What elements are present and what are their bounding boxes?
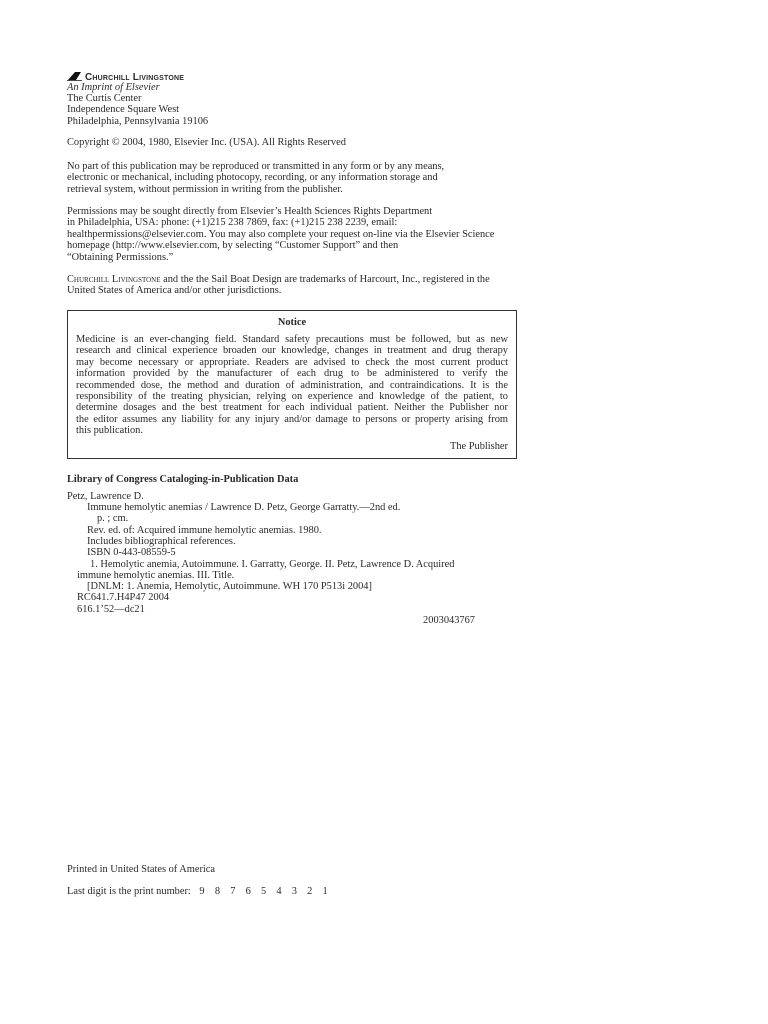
notice-line: information provided by the manufacturer of each drug to be administered to verify the bbox=[76, 368, 508, 380]
notice-line: the editor assumes any liability for any injury and/or damage to persons or property arising from bbox=[76, 413, 508, 425]
print-number bbox=[67, 886, 338, 897]
print-digits bbox=[199, 886, 338, 897]
cip-line: immune hemolytic anemias. III. Title. bbox=[77, 570, 235, 581]
digit: 7 bbox=[230, 886, 236, 897]
cip-line: p. ; cm. bbox=[97, 513, 129, 524]
digit: 8 bbox=[214, 886, 221, 897]
permissions-line: Permissions may be sought directly from Elsevier’s Health Sciences Rights Department bbox=[67, 206, 433, 217]
notice-line: this publication. bbox=[76, 425, 143, 437]
digit: 4 bbox=[276, 886, 282, 897]
digit: 9 bbox=[199, 886, 205, 897]
rights-line: No part of this publication may be reproduced or transmitted in any form or by any means, bbox=[67, 161, 445, 172]
print-number-label: Last digit is the print number: bbox=[67, 886, 191, 897]
rights-line: retrieval system, without permission in writing from the publisher. bbox=[67, 183, 343, 195]
notice-line: research and clinical experience broaden our knowledge, changes in treatment and drug therapy bbox=[76, 345, 508, 357]
trademark-statement bbox=[67, 274, 490, 297]
lccn: 2003043767 bbox=[423, 615, 475, 626]
rights-line: electronic or mechanical, including photocopy, recording, or any information storage and bbox=[67, 172, 438, 184]
cip-heading: Library of Congress Cataloging-in-Publication Data bbox=[67, 474, 299, 485]
sailboat-icon bbox=[67, 71, 83, 81]
digit: 1 bbox=[322, 886, 328, 897]
trademark-text: and the the Sail Boat Design are trademarks of Harcourt, Inc., registered in the bbox=[160, 274, 490, 285]
notice-line: responsibility of the treating physician, relying on experience and knowledge of the patient, to bbox=[76, 391, 508, 403]
digit: 6 bbox=[245, 886, 251, 897]
trademark-text: United States of America and/or other jurisdictions. bbox=[67, 285, 282, 297]
cip-line: Petz, Lawrence D. bbox=[67, 491, 144, 502]
permissions-line: in Philadelphia, USA: phone: (+1)215 238 7869, fax: (+1)215 238 2239, email: bbox=[67, 217, 398, 229]
permissions-statement bbox=[67, 206, 494, 263]
imprint: An Imprint of Elsevier bbox=[67, 82, 160, 93]
notice-line: recommended dose, the method and duration of administration, and contraindications. It is the bbox=[76, 379, 508, 391]
logo-text: Churchill Livingstone bbox=[85, 72, 185, 83]
digit: 2 bbox=[307, 886, 313, 897]
cip-line: Rev. ed. of: Acquired immune hemolytic anemias. 1980. bbox=[87, 525, 322, 536]
cip-line: 616.1’52—dc21 bbox=[77, 604, 145, 615]
address-line: The Curtis Center bbox=[67, 93, 142, 104]
cip-line: [DNLM: 1. Anemia, Hemolytic, Autoimmune. WH 170 P513i 2004] bbox=[87, 581, 372, 592]
copyright: Copyright © 2004, 1980, Elsevier Inc. (USA). All Rights Reserved bbox=[67, 137, 346, 148]
address-line: Philadelphia, Pennsylvania 19106 bbox=[67, 115, 209, 127]
notice-line: Medicine is an ever-changing field. Standard safety precautions must be followed, but as new bbox=[76, 334, 508, 345]
cip-line: 1. Hemolytic anemia, Autoimmune. I. Garratty, George. II. Petz, Lawrence D. Acquired bbox=[90, 559, 455, 570]
permissions-line: homepage (http://www.elsevier.com, by selecting “Customer Support” and then bbox=[67, 240, 399, 252]
rights-statement bbox=[67, 161, 444, 195]
digit: 3 bbox=[291, 886, 297, 897]
cip-line: Includes bibliographical references. bbox=[87, 536, 236, 547]
notice-body bbox=[76, 334, 508, 437]
cip-line: Immune hemolytic anemias / Lawrence D. Petz, George Garratty.—2nd ed. bbox=[87, 502, 401, 513]
cip-line: ISBN 0-443-08559-5 bbox=[87, 547, 176, 558]
notice-line: may become necessary or appropriate. Readers are advised to check the most current product bbox=[76, 356, 508, 368]
digit: 5 bbox=[260, 886, 267, 897]
permissions-line: healthpermissions@elsevier.com. You may also complete your request on-line via the Elsevier Science bbox=[67, 228, 495, 240]
notice-box bbox=[67, 310, 517, 459]
notice-title: Notice bbox=[277, 317, 307, 328]
notice-signature: The Publisher bbox=[449, 441, 508, 452]
brand-name: Churchill Livingstone bbox=[67, 274, 161, 285]
cip-line: RC641.7.H4P47 2004 bbox=[77, 592, 170, 603]
permissions-line: “Obtaining Permissions.” bbox=[67, 251, 174, 263]
address-line: Independence Square West bbox=[67, 104, 180, 116]
notice-line: determine dosages and the best treatment for each individual patient. Neither the Publisher nor bbox=[76, 402, 508, 414]
address bbox=[67, 93, 208, 127]
printed-in: Printed in United States of America bbox=[67, 864, 216, 875]
